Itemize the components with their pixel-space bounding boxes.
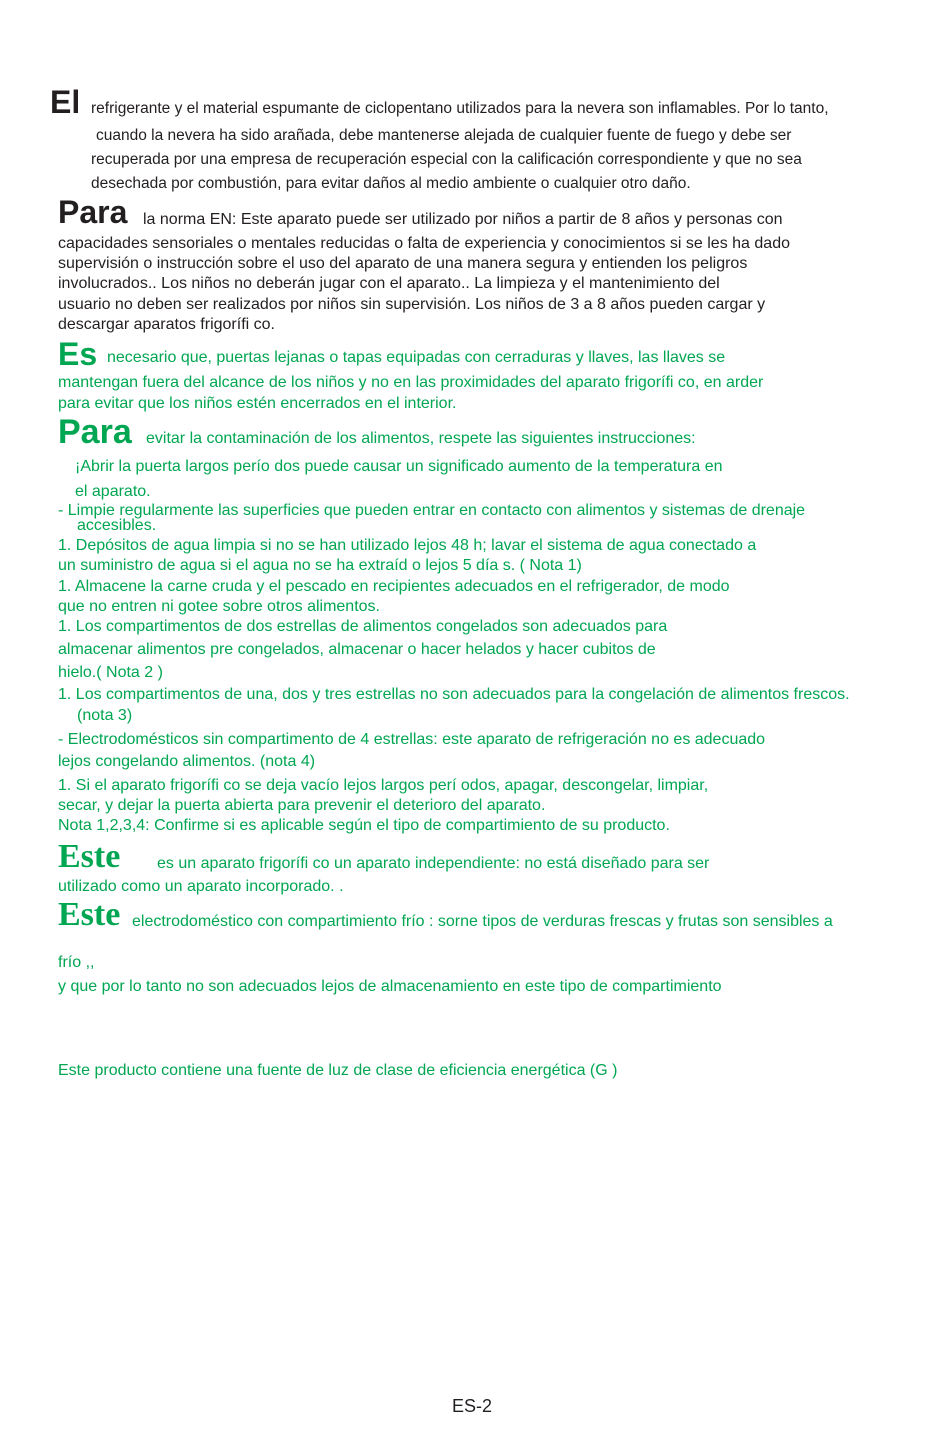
- para2-line-1: la norma EN: Este aparato puede ser utilizado por niños a partir de 8 años y personas con: [143, 211, 783, 228]
- para3-line-3: para evitar que los niños estén encerrados en el interior.: [58, 395, 457, 412]
- para4-line-17: 1. Si el aparato frigorífi co se deja vacío lejos largos perí odos, apagar, descongelar, limpiar,: [58, 777, 709, 794]
- para4-line-19: Nota 1,2,3,4: Confirme si es aplicable según el tipo de compartimiento de su producto.: [58, 817, 670, 834]
- para6-lead: Este: [58, 896, 121, 933]
- para2-line-3: supervisión o instrucción sobre el uso del aparato de una manera segura y entienden los peligros: [58, 255, 748, 272]
- energy-class-note: Este producto contiene una fuente de luz de clase de eficiencia energética (G ): [58, 1062, 618, 1079]
- page-number: ES-2: [452, 1396, 493, 1416]
- para4-line-4: - Limpie regularmente las superficies que pueden entrar en contacto con alimentos y sistemas de drenaje: [58, 502, 806, 519]
- para4-line-9: que no entren ni gotee sobre otros alimentos.: [58, 598, 380, 615]
- para4-line-6: 1. Depósitos de agua limpia si no se han utilizado lejos 48 h; lavar el sistema de agua conectado a: [58, 537, 757, 554]
- para2-line-2: capacidades sensoriales o mentales reducidas o falta de experiencia y conocimientos si se les ha dado: [58, 235, 790, 252]
- para1-lead: El: [50, 84, 81, 120]
- para2-line-6: descargar aparatos frigorífi co.: [58, 316, 275, 333]
- para6-line-3: y que por lo tanto no son adecuados lejos de almacenamiento en este tipo de compartimiento: [58, 978, 722, 995]
- para1-line-3: recuperada por una empresa de recuperación especial con la calificación correspondiente y que no sea: [91, 151, 802, 168]
- para4-line-18: secar, y dejar la puerta abierta para prevenir el deterioro del aparato.: [58, 797, 546, 814]
- para4-line-16: lejos congelando alimentos. (nota 4): [58, 753, 316, 770]
- para4-line-5: accesibles.: [77, 517, 157, 534]
- para4-line-1: evitar la contaminación de los alimentos, respete las siguientes instrucciones:: [146, 430, 696, 447]
- para2-lead: Para: [58, 194, 128, 230]
- para4-line-15: - Electrodomésticos sin compartimento de 4 estrellas: este aparato de refrigeración no es adecuado: [58, 731, 766, 748]
- para4-lead: Para: [58, 413, 132, 451]
- para5-lead: Este: [58, 838, 121, 875]
- para4-line-2: ¡Abrir la puerta largos perío dos puede causar un significado aumento de la temperatura en: [75, 458, 723, 475]
- para4-line-13: 1. Los compartimentos de una, dos y tres estrellas no son adecuados para la congelación de alimentos frescos.: [58, 686, 850, 703]
- para5-line-2: utilizado como un aparato incorporado. .: [58, 878, 344, 895]
- para4-line-12: hielo.( Nota 2 ): [58, 664, 163, 681]
- para1-line-1: refrigerante y el material espumante de ciclopentano utilizados para la nevera son inflamables. Por lo tanto,: [91, 100, 829, 117]
- para5-line-1: es un aparato frigorífi co un aparato independiente: no está diseñado para ser: [157, 855, 710, 872]
- para2-line-4: involucrados.. Los niños no deberán jugar con el aparato.. La limpieza y el mantenimiento del: [58, 275, 720, 292]
- para6-line-2: frío ,,: [58, 954, 95, 971]
- para4-line-3: el aparato.: [75, 483, 151, 500]
- para4-line-14: (nota 3): [77, 707, 133, 724]
- para4-line-7: un suministro de agua si el agua no se ha extraíd o lejos 5 día s. ( Nota 1): [58, 557, 582, 574]
- para2-line-5: usuario no deben ser realizados por niños sin supervisión. Los niños de 3 a 8 años pueden cargar y: [58, 296, 766, 313]
- para4-line-10: 1. Los compartimentos de dos estrellas de alimentos congelados son adecuados para: [58, 618, 668, 635]
- para6-line-1: electrodoméstico con compartimiento frío : sorne tipos de verduras frescas y frutas son sensibles a: [132, 913, 833, 930]
- para1-line-4: desechada por combustión, para evitar daños al medio ambiente o cualquier otro daño.: [91, 175, 691, 192]
- para4-line-11: almacenar alimentos pre congelados, almacenar o hacer helados y hacer cubitos de: [58, 641, 656, 658]
- para1-line-2: cuando la nevera ha sido arañada, debe mantenerse alejada de cualquier fuente de fuego y debe ser: [96, 127, 792, 144]
- para3-line-1: necesario que, puertas lejanas o tapas equipadas con cerraduras y llaves, las llaves se: [107, 349, 726, 366]
- para4-line-8: 1. Almacene la carne cruda y el pescado en recipientes adecuados en el refrigerador, de modo: [58, 578, 730, 595]
- para3-line-2: mantengan fuera del alcance de los niños y no en las proximidades del aparato frigorífi co, en arder: [58, 374, 764, 391]
- para3-lead: Es: [58, 336, 98, 372]
